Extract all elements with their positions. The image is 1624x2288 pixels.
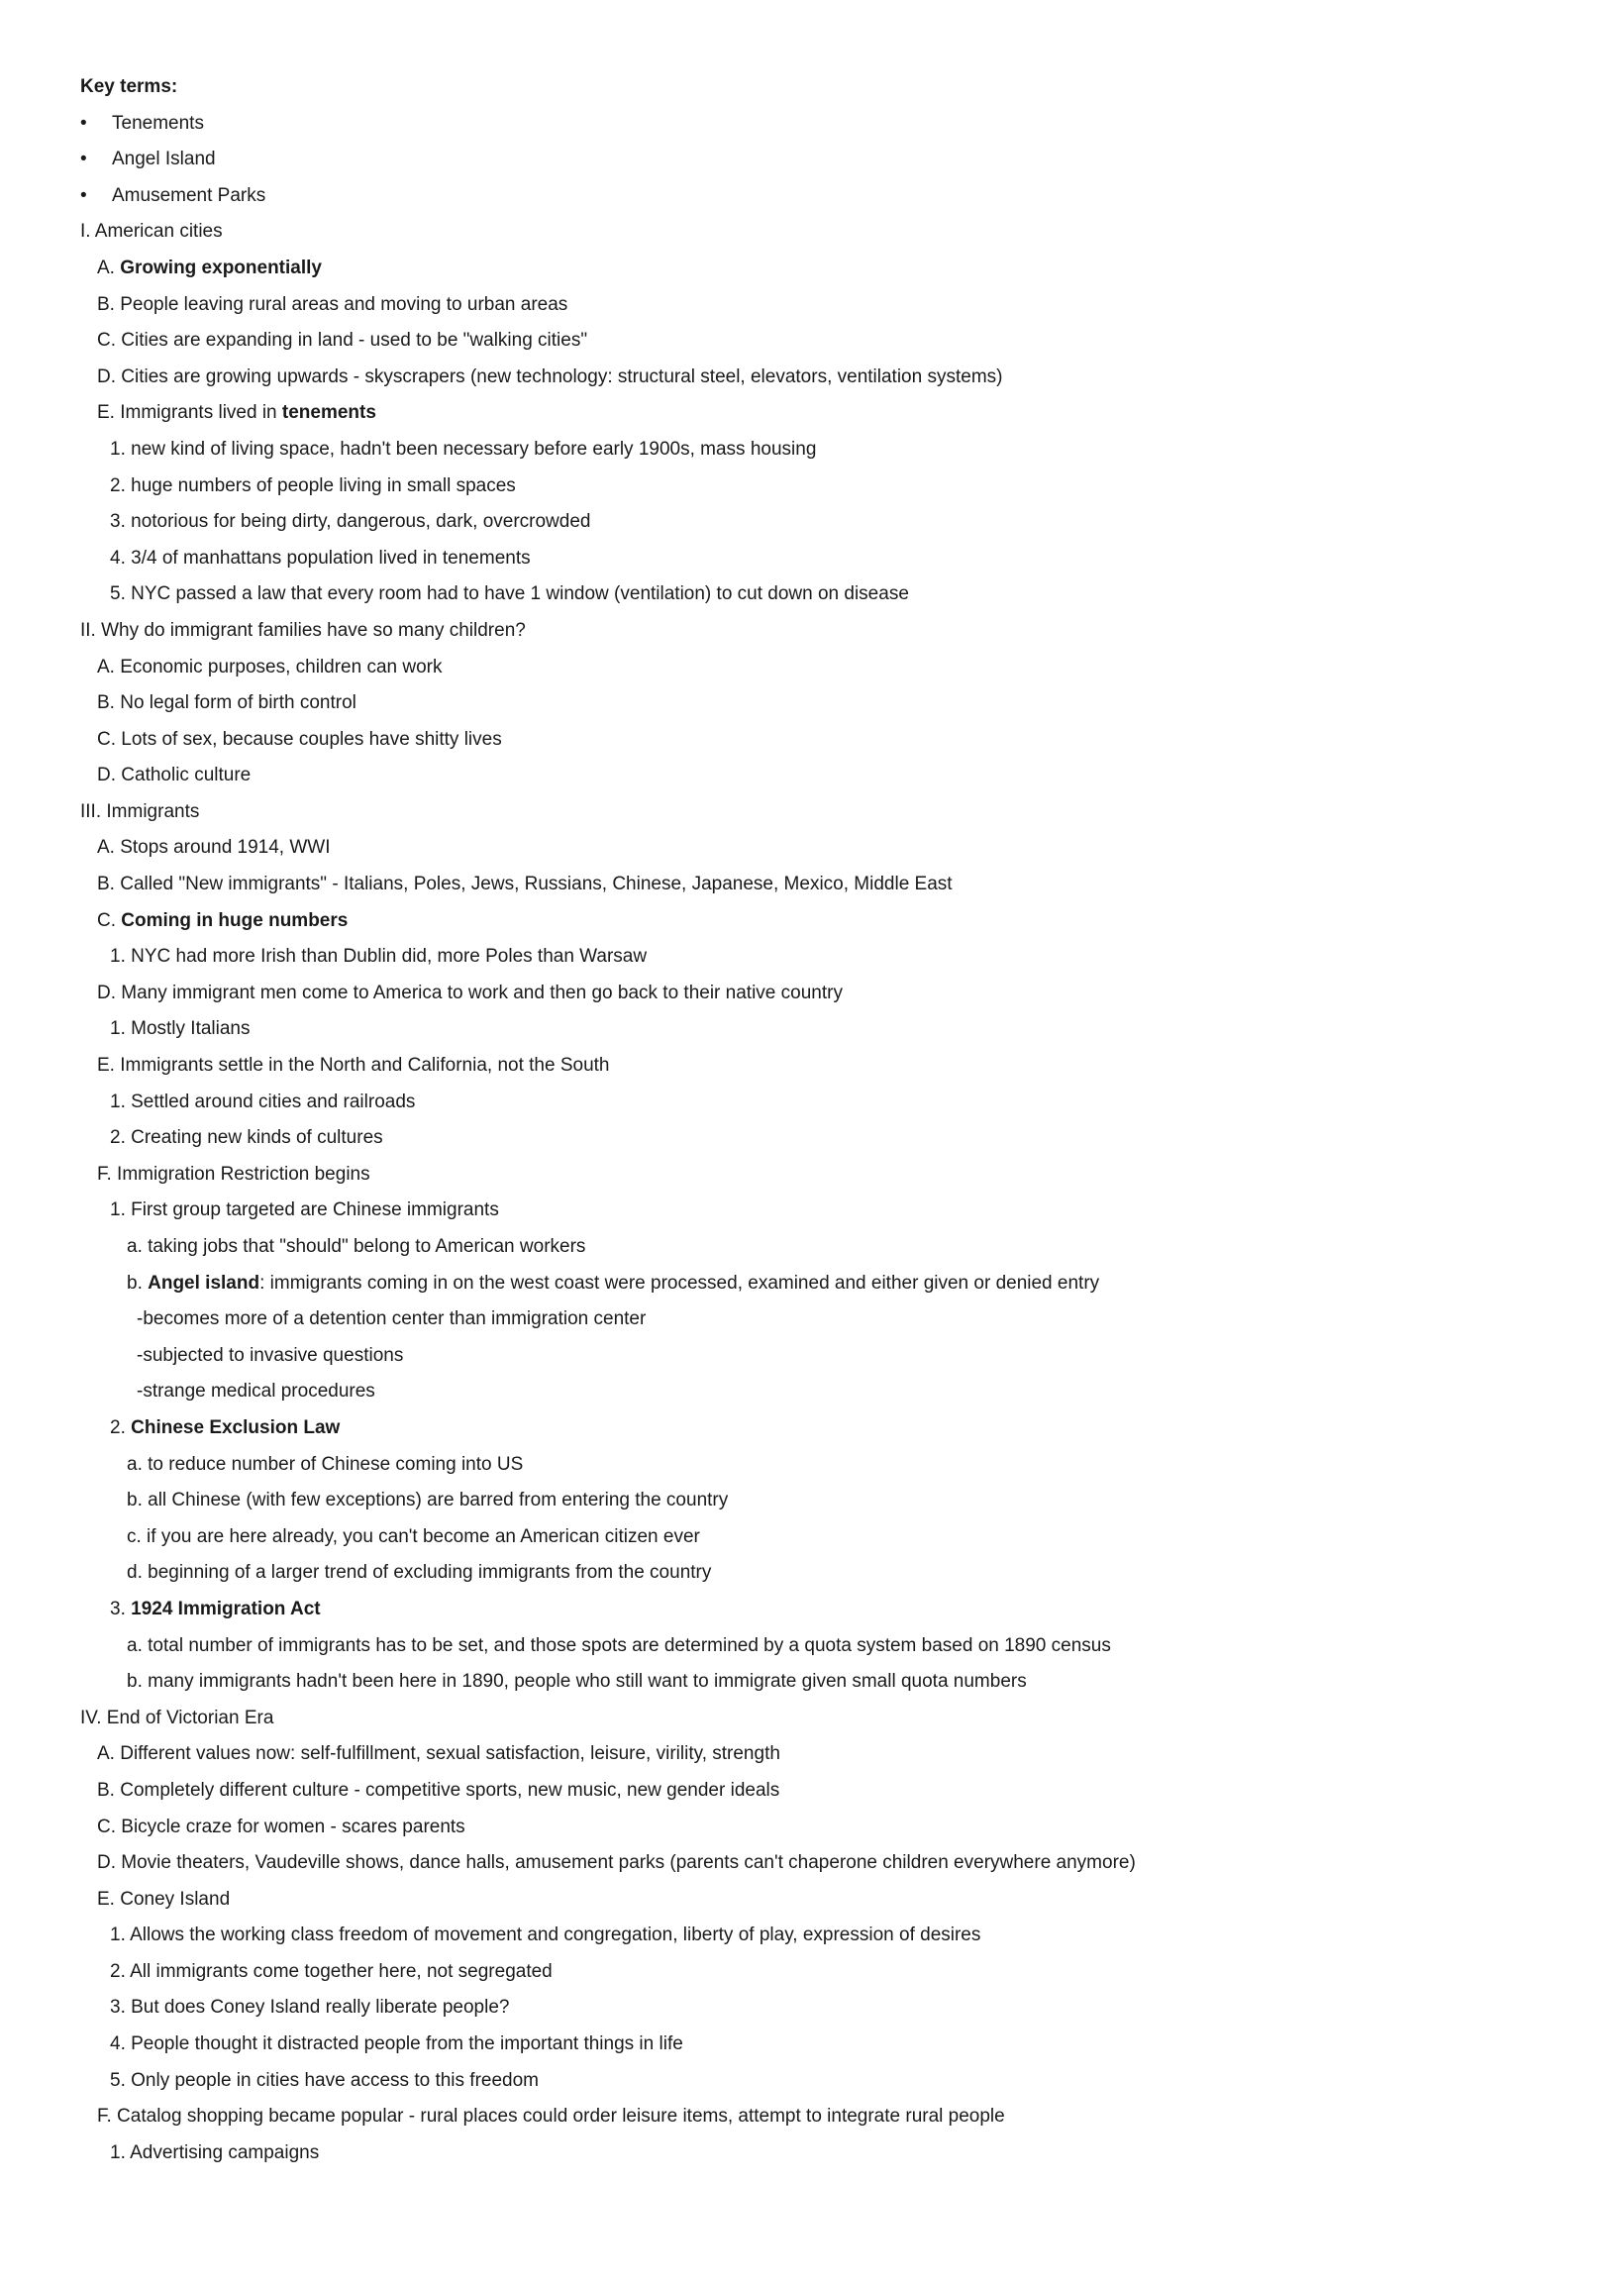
outline-line — [80, 1954, 1585, 1991]
outline-text: C. Bicycle craze for women - scares parents — [97, 1816, 465, 1837]
outline-text: b. — [127, 1272, 149, 1294]
outline-text: D. Movie theaters, Vaudeville shows, dance halls, amusement parks (parents can't chaperone children everywhere anymore) — [97, 1852, 1136, 1874]
outline-line — [80, 976, 1585, 1012]
outline-line — [80, 1374, 1585, 1410]
outline-text: D. Cities are growing upwards - skyscrapers (new technology: structural steel, elevators, ventilation systems) — [97, 365, 1003, 387]
outline-line — [80, 2135, 1585, 2172]
outline-line — [80, 468, 1585, 505]
outline-text: 5. Only people in cities have access to this freedom — [110, 2069, 540, 2091]
outline-line — [80, 1266, 1585, 1302]
outline-line — [80, 1918, 1585, 1954]
outline-text: A. Economic purposes, children can work — [97, 656, 443, 677]
outline-text: 2. — [110, 1416, 132, 1438]
outline-text-after: : immigrants coming in on the west coast were processed, examined and either given or denied entry — [259, 1272, 1100, 1294]
outline-line — [80, 1193, 1585, 1229]
outline-line — [80, 504, 1585, 541]
outline-text: B. Completely different culture - competitive sports, new music, new gender ideals — [97, 1779, 780, 1801]
outline-text: a. taking jobs that "should" belong to American workers — [127, 1236, 586, 1257]
outline-line — [80, 1085, 1585, 1121]
outline-text: a. to reduce number of Chinese coming into US — [127, 1453, 524, 1475]
outline-line — [80, 1555, 1585, 1592]
outline-line — [80, 830, 1585, 867]
bullet-icon: • — [80, 184, 87, 206]
key-term-item — [80, 142, 1585, 178]
outline-line — [80, 2027, 1585, 2063]
outline-text: 1. Settled around cities and railroads — [110, 1091, 416, 1112]
outline-text: 1. Advertising campaigns — [110, 2141, 320, 2163]
outline-text: 1. new kind of living space, hadn't been necessary before early 1900s, mass housing — [110, 438, 817, 460]
outline-line — [80, 1011, 1585, 1048]
notes-document — [80, 69, 1585, 2171]
outline-line — [80, 722, 1585, 759]
outline-bold-text: 1924 Immigration Act — [131, 1598, 321, 1619]
outline-line — [80, 650, 1585, 686]
outline-line — [80, 613, 1585, 650]
outline-bold-text: Angel island — [148, 1272, 260, 1294]
outline-line — [80, 1157, 1585, 1194]
outline-line — [80, 1592, 1585, 1628]
outline-line — [80, 1736, 1585, 1773]
outline-line — [80, 287, 1585, 324]
outline-text: C. Lots of sex, because couples have shitty lives — [97, 728, 502, 750]
outline-line — [80, 1048, 1585, 1085]
outline-line — [80, 576, 1585, 613]
outline-line — [80, 903, 1585, 940]
bullet-icon: • — [80, 149, 87, 170]
outline-text: -strange medical procedures — [137, 1381, 375, 1403]
outline-bold-text: tenements — [281, 402, 376, 424]
outline-text: D. Many immigrant men come to America to work and then go back to their native country — [97, 982, 843, 1003]
outline-line — [80, 758, 1585, 794]
outline-line — [80, 1120, 1585, 1157]
outline-text: -becomes more of a detention center than immigration center — [137, 1308, 647, 1330]
outline-line — [80, 2099, 1585, 2135]
outline-line — [80, 323, 1585, 360]
outline-line — [80, 1301, 1585, 1338]
outline-text: 1. Allows the working class freedom of movement and congregation, liberty of play, expression of desires — [110, 1924, 981, 1946]
key-term-text: Amusement Parks — [112, 184, 266, 206]
outline-line — [80, 395, 1585, 432]
outline-text: D. Catholic culture — [97, 765, 252, 786]
key-term-text: Angel Island — [112, 149, 216, 170]
outline-line — [80, 1483, 1585, 1519]
outline-line — [80, 1845, 1585, 1882]
outline-line — [80, 1810, 1585, 1846]
outline — [80, 214, 1585, 2171]
outline-text: II. Why do immigrant families have so many children? — [80, 619, 526, 641]
outline-text: 4. People thought it distracted people from the important things in life — [110, 2033, 683, 2055]
outline-text: E. Immigrants lived in — [97, 402, 282, 424]
outline-line — [80, 1882, 1585, 1919]
outline-text: B. No legal form of birth control — [97, 692, 356, 714]
outline-line — [80, 1447, 1585, 1484]
outline-line — [80, 1628, 1585, 1665]
outline-text: B. People leaving rural areas and moving to urban areas — [97, 293, 568, 315]
outline-line — [80, 1519, 1585, 1556]
outline-line — [80, 1701, 1585, 1737]
outline-text: IV. End of Victorian Era — [80, 1707, 274, 1728]
outline-line — [80, 1664, 1585, 1701]
outline-text: a. total number of immigrants has to be set, and those spots are determined by a quota system based on 1890 census — [127, 1634, 1111, 1656]
outline-line — [80, 867, 1585, 903]
outline-text: 2. huge numbers of people living in small spaces — [110, 474, 516, 496]
outline-text: F. Immigration Restriction begins — [97, 1163, 370, 1185]
outline-text: F. Catalog shopping became popular - rural places could order leisure items, attempt to integrate rural people — [97, 2106, 1005, 2128]
outline-text: E. Immigrants settle in the North and California, not the South — [97, 1055, 610, 1077]
outline-line — [80, 541, 1585, 577]
outline-text: b. many immigrants hadn't been here in 1890, people who still want to immigrate given small quota numbers — [127, 1671, 1027, 1693]
outline-bold-text: Growing exponentially — [120, 257, 322, 278]
outline-bold-text: Coming in huge numbers — [121, 909, 349, 931]
outline-text: 3. But does Coney Island really liberate people? — [110, 1997, 510, 2019]
outline-text: 3. notorious for being dirty, dangerous, dark, overcrowded — [110, 511, 591, 533]
outline-text: 5. NYC passed a law that every room had to have 1 window (ventilation) to cut down on disease — [110, 583, 909, 605]
outline-line — [80, 685, 1585, 722]
outline-line — [80, 2063, 1585, 2100]
outline-line — [80, 214, 1585, 251]
key-term-text: Tenements — [112, 112, 204, 134]
outline-text: d. beginning of a larger trend of excluding immigrants from the country — [127, 1562, 712, 1584]
outline-text: 1. NYC had more Irish than Dublin did, more Poles than Warsaw — [110, 946, 648, 968]
outline-line — [80, 1410, 1585, 1447]
outline-text: b. all Chinese (with few exceptions) are barred from entering the country — [127, 1490, 729, 1511]
bullet-icon: • — [80, 112, 87, 134]
outline-text: A. — [97, 257, 121, 278]
outline-line — [80, 360, 1585, 396]
outline-text: C. Cities are expanding in land - used to be "walking cities" — [97, 330, 588, 352]
key-term-item — [80, 106, 1585, 143]
outline-line — [80, 939, 1585, 976]
outline-line — [80, 432, 1585, 468]
outline-text: 2. Creating new kinds of cultures — [110, 1127, 383, 1149]
key-term-item — [80, 178, 1585, 215]
outline-text: B. Called "New immigrants" - Italians, Poles, Jews, Russians, Chinese, Japanese, Mexico, Middle East — [97, 874, 953, 895]
outline-line — [80, 1773, 1585, 1810]
outline-text: A. Different values now: self-fulfillment, sexual satisfaction, leisure, virility, strength — [97, 1743, 780, 1765]
outline-text: 1. Mostly Italians — [110, 1018, 251, 1040]
outline-text: E. Coney Island — [97, 1888, 231, 1910]
outline-bold-text: Chinese Exclusion Law — [131, 1416, 341, 1438]
outline-line — [80, 1338, 1585, 1375]
outline-text: C. — [97, 909, 122, 931]
outline-line — [80, 1229, 1585, 1266]
outline-text: 2. All immigrants come together here, not segregated — [110, 1960, 553, 1982]
outline-line — [80, 794, 1585, 831]
outline-line — [80, 1990, 1585, 2027]
outline-text: III. Immigrants — [80, 800, 200, 822]
outline-text: 1. First group targeted are Chinese immigrants — [110, 1199, 499, 1221]
outline-text: -subjected to invasive questions — [137, 1344, 404, 1366]
outline-text: 3. — [110, 1598, 132, 1619]
outline-line — [80, 251, 1585, 287]
outline-text: I. American cities — [80, 221, 223, 243]
outline-text: 4. 3/4 of manhattans population lived in tenements — [110, 547, 531, 569]
outline-text: A. Stops around 1914, WWI — [97, 837, 331, 859]
outline-text: c. if you are here already, you can't become an American citizen ever — [127, 1525, 700, 1547]
key-terms-heading: Key terms: — [80, 76, 178, 97]
